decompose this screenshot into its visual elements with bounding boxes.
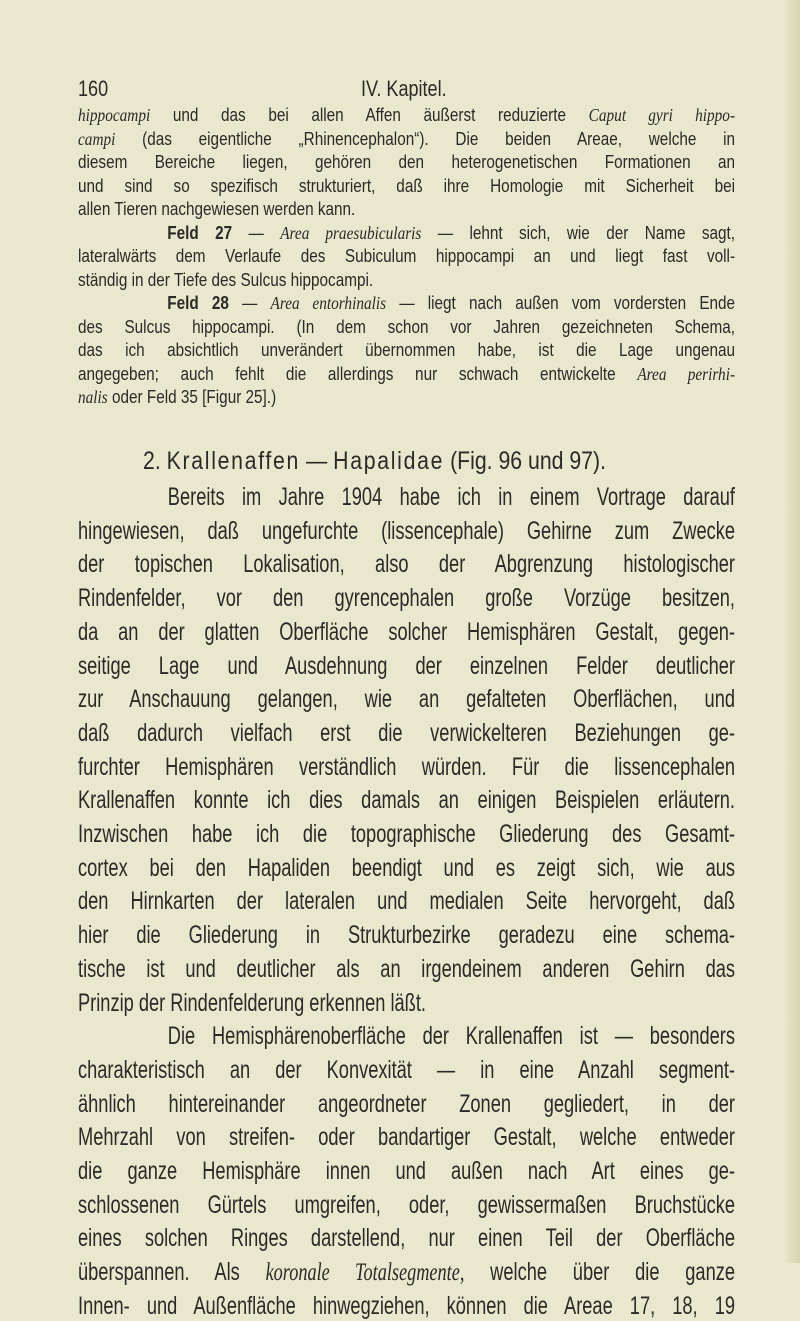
text-line [78, 104, 735, 126]
text-run: — lehnt sich, wie der Name sagt, [421, 222, 736, 243]
text-line [78, 718, 735, 748]
text-line [78, 1055, 735, 1085]
text-line [78, 151, 735, 173]
text-run: schlossenen Gürtels umgreifen, oder, gewissermaßen Bruchstücke [78, 1190, 735, 1219]
text-run: cortex bei den Hapaliden beendigt und es zeigt sich, wie aus [78, 853, 735, 882]
text-run: seitige Lage und Ausdehnung der einzelnen Felder deutlicher [78, 651, 735, 680]
text-run: und das bei allen Affen äußerst reduzierte [172, 105, 589, 125]
text-run: oder Feld 35 [Figur 25].) [112, 387, 277, 407]
text-run: angegeben; auch fehlt die allerdings nur schwach entwickelte [78, 363, 638, 384]
italic-term: hippocampi [78, 105, 151, 125]
text-run: hier die Gliederung in Strukturbezirke geradezu eine schema- [78, 921, 735, 950]
text-run: das ich absichtlich unverändert übernommen habe, ist die Lage ungenau [78, 340, 736, 360]
text-run: der topischen Lokalisation, also der Abgrenzung histologischer [78, 550, 735, 579]
text-line [78, 198, 735, 220]
text-run: ständig in der Tiefe des Sulcus hippocampi. [78, 269, 374, 290]
text-run: allen Tieren nachgewiesen werden kann. [78, 199, 356, 219]
text-line [78, 583, 735, 613]
text-run: Inzwischen habe ich die topographische Gliederung des Gesamt- [78, 820, 735, 848]
text-line [78, 549, 735, 579]
text-line [78, 292, 735, 314]
section-latin-name: Hapalidae [333, 447, 445, 475]
text-line [78, 988, 735, 1018]
text-run: charakteristisch an der Konvexität — in eine Anzahl segment- [78, 1055, 735, 1084]
italic-term: koronale Totalsegmente, [265, 1259, 465, 1287]
text-run: (das eigentliche „Rhinencephalon“). Die beiden Areae, welche in [142, 128, 736, 149]
text-line [78, 853, 735, 883]
text-run: Bereits im Jahre 1904 habe ich in einem Vortrage darauf [167, 483, 735, 511]
section-title: Krallenaffen [166, 447, 301, 475]
text-line [78, 1223, 735, 1253]
text-line [78, 386, 735, 408]
section-dash: — [305, 447, 328, 475]
section-heading [143, 446, 606, 476]
section-number: 2. [143, 447, 161, 475]
text-run: Krallenaffen konnte ich dies damals an einigen Beispielen erläutern. [78, 786, 735, 815]
bold-label: Feld 28 [167, 293, 229, 313]
text-line [78, 363, 735, 385]
text-line [78, 617, 735, 647]
text-line [78, 339, 735, 361]
text-run: Innen- und Außenfläche hinwegziehen, können die Areae 17, 18, 19 [78, 1291, 735, 1320]
text-line [78, 752, 735, 782]
text-run: ähnlich hintereinander angeordneter Zonen gegliedert, in der [78, 1089, 735, 1118]
text-run: furchter Hemisphären verständlich würden. Für die lissencephalen [78, 752, 735, 781]
text-run: den Hirnkarten der lateralen und medialen Seite hervorgeht, daß [78, 887, 735, 916]
section-figure-ref: (Fig. 96 und 97). [450, 447, 606, 475]
text-run: überspannen. Als [78, 1258, 266, 1287]
text-run: da an der glatten Oberfläche solcher Hemisphären Gestalt, gegen- [78, 617, 735, 646]
text-line [78, 886, 735, 916]
text-line [78, 1291, 735, 1321]
text-line [78, 785, 735, 815]
text-run: — [228, 293, 271, 313]
text-line [78, 482, 735, 512]
italic-term: Area praesubicularis [280, 222, 422, 243]
text-run: diesem Bereiche liegen, gehören den heterogenetischen Formationen an [78, 152, 736, 172]
text-line [78, 920, 735, 950]
text-run: lateralwärts dem Verlaufe des Subiculum hippocampi an und liegt fast voll- [78, 246, 736, 266]
text-run: zur Anschauung gelangen, wie an gefalteten Oberflächen, und [78, 685, 735, 714]
text-line [78, 316, 735, 338]
text-run: — [232, 222, 281, 243]
text-run: daß dadurch vielfach erst die verwickelteren Beziehungen ge- [78, 718, 735, 747]
text-line [78, 269, 735, 291]
text-line [78, 1156, 735, 1186]
text-line [78, 1190, 735, 1220]
text-line [78, 1021, 735, 1051]
text-line [78, 222, 735, 244]
italic-term: campi [78, 128, 116, 149]
text-line [78, 516, 735, 546]
text-run: Rindenfelder, vor den gyrencephalen große Vorzüge besitzen, [78, 584, 735, 613]
text-line [78, 954, 735, 984]
text-line [78, 175, 735, 197]
text-run: Die Hemisphärenoberfläche der Krallenaffen ist — besonders [167, 1022, 735, 1051]
italic-term: Area entorhinalis [270, 293, 387, 313]
italic-term: nalis [78, 387, 108, 407]
chapter-header: IV. Kapitel. [361, 76, 447, 101]
text-run: hingewiesen, daß ungefurchte (lissencephale) Gehirne zum Zwecke [78, 516, 735, 545]
text-line [78, 128, 735, 150]
bold-label: Feld 27 [167, 222, 233, 243]
text-run: Prinzip der Rindenfelderung erkennen läßt. [78, 988, 426, 1017]
text-run: des Sulcus hippocampi. (In dem schon vor Jahren gezeichneten Schema, [78, 316, 736, 337]
text-line [78, 819, 735, 849]
text-line [78, 1089, 735, 1119]
text-run: — liegt nach außen vom vordersten Ende [386, 293, 736, 313]
text-line [78, 245, 735, 267]
text-line [78, 684, 735, 714]
text-run: und sind so spezifisch strukturiert, daß ihre Homologie mit Sicherheit bei [78, 175, 736, 196]
text-run: die ganze Hemisphäre innen und außen nach Art eines ge- [78, 1157, 735, 1185]
text-line [78, 651, 735, 681]
page-edge-shadow [786, 0, 800, 1263]
text-run: eines solchen Ringes darstellend, nur einen Teil der Oberfläche [78, 1224, 735, 1253]
text-line [78, 1257, 735, 1287]
italic-term: Caput gyri hippo- [588, 105, 736, 125]
page-number: 160 [78, 76, 109, 101]
italic-term: Area perirhi- [637, 363, 736, 384]
text-run: tische ist und deutlicher als an irgendeinem anderen Gehirn das [78, 954, 735, 983]
text-run: welche über die ganze [464, 1258, 735, 1287]
text-run: Mehrzahl von streifen- oder bandartiger Gestalt, welche entweder [78, 1123, 735, 1152]
text-line [78, 1122, 735, 1152]
